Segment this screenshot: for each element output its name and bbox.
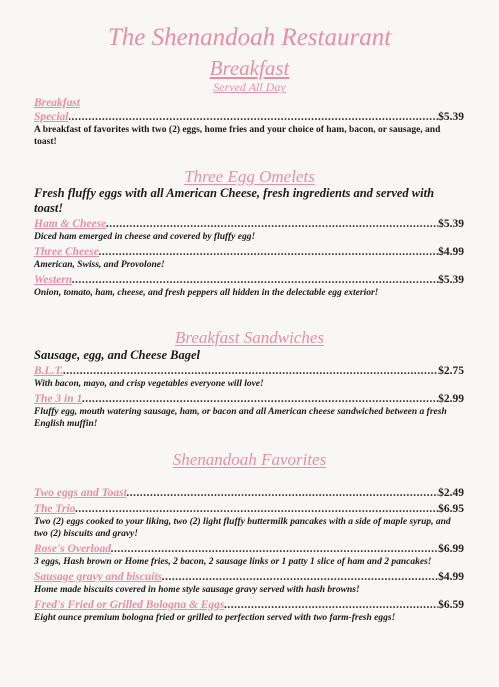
item-price: $4.99 xyxy=(438,571,464,583)
item-line xyxy=(34,245,464,259)
favorites-section xyxy=(34,486,464,624)
favorites-heading: Shenandoah Favorites xyxy=(172,450,327,469)
item-price: $4.99 xyxy=(438,246,464,258)
list-item xyxy=(34,502,464,540)
item-name: Special xyxy=(34,111,69,123)
item-line xyxy=(34,570,464,584)
item-name: Fred's Fried or Grilled Bologna & Eggs xyxy=(34,599,225,611)
item-line xyxy=(34,364,464,378)
item-line xyxy=(34,542,464,556)
list-item xyxy=(34,598,464,624)
list-item xyxy=(34,486,464,500)
leader-dots xyxy=(106,217,438,231)
list-item xyxy=(34,364,464,390)
item-line xyxy=(34,110,464,124)
breakfast-heading: Breakfast xyxy=(209,56,290,80)
item-description: Onion, tomato, ham, cheese, and fresh peppers all hidden in the delectable egg exterior! xyxy=(34,288,379,298)
list-item xyxy=(34,217,464,243)
leader-dots xyxy=(111,542,438,556)
item-line xyxy=(34,502,464,516)
item-name: The 3 in 1 xyxy=(34,393,83,405)
item-name: B.L.T. xyxy=(34,365,64,377)
item-name: Ham & Cheese xyxy=(34,218,107,230)
item-line xyxy=(34,392,464,406)
item-price: $5.39 xyxy=(438,218,464,230)
omelets-intro: Fresh fluffy eggs with all American Cheese, fresh ingredients and served with toast! xyxy=(34,186,435,215)
item-name: Sausage gravy and biscuits xyxy=(34,571,163,583)
item-price: $2.49 xyxy=(438,487,464,499)
item-description: Diced ham emerged in cheese and covered by fluffy egg! xyxy=(34,232,256,242)
item-description: Two (2) eggs cooked to your liking, two (2) light fluffy buttermilk pancakes with a side of maple syrup, and two (2) biscuits and gravy! xyxy=(34,517,451,539)
item-name: Rose's Overload xyxy=(34,543,111,555)
item-price: $2.75 xyxy=(438,365,464,377)
item-line xyxy=(34,217,464,231)
item-line xyxy=(34,486,464,500)
item-price: $6.99 xyxy=(438,543,464,555)
leader-dots xyxy=(127,486,438,500)
item-price: $5.39 xyxy=(438,111,464,123)
item-name: The Trio xyxy=(34,503,76,515)
leader-dots xyxy=(224,598,438,612)
item-description: Eight ounce premium bologna fried or grilled to perfection served with two farm-fresh eggs! xyxy=(34,613,396,623)
item-price: $5.39 xyxy=(438,274,464,286)
leader-dots xyxy=(82,392,438,406)
item-line xyxy=(34,598,464,612)
leader-dots xyxy=(69,110,439,124)
item-price: $2.99 xyxy=(438,393,464,405)
leader-dots xyxy=(99,245,438,259)
item-description: 3 eggs, Hash brown or Home fries, 2 bacon, 2 sausage links or 1 patty 1 slice of ham and 2 pancakes! xyxy=(34,557,432,567)
item-name-line1: Breakfast xyxy=(34,97,80,109)
sandwiches-intro: Sausage, egg, and Cheese Bagel xyxy=(34,348,200,362)
leader-dots xyxy=(75,502,438,516)
omelets-heading: Three Egg Omelets xyxy=(184,167,315,186)
restaurant-title: The Shenandoah Restaurant xyxy=(107,24,392,51)
leader-dots xyxy=(72,273,438,287)
item-description: American, Swiss, and Provolone! xyxy=(34,260,165,270)
list-item xyxy=(34,570,464,596)
breakfast-special-item xyxy=(34,96,464,148)
item-price: $6.95 xyxy=(438,503,464,515)
leader-dots xyxy=(162,570,438,584)
item-line xyxy=(34,273,464,287)
list-item xyxy=(34,392,464,430)
item-price: $6.59 xyxy=(438,599,464,611)
item-description: A breakfast of favorites with two (2) eggs, home fries and your choice of ham, bacon, or sausage, and toast! xyxy=(34,125,441,147)
item-name: Two eggs and Toast xyxy=(34,487,127,499)
served-all-day-note: Served All Day xyxy=(213,80,286,94)
leader-dots xyxy=(63,364,438,378)
omelets-section xyxy=(34,186,464,299)
sandwiches-section xyxy=(34,348,464,430)
list-item xyxy=(34,542,464,568)
list-item xyxy=(34,273,464,299)
list-item xyxy=(34,245,464,271)
sandwiches-heading: Breakfast Sandwiches xyxy=(174,328,325,347)
item-description: Fluffy egg, mouth watering sausage, ham, or bacon and all American cheese sandwiched between a fresh English muffin! xyxy=(34,407,447,429)
item-name: Three Cheese xyxy=(34,246,99,258)
item-name: Western xyxy=(34,274,73,286)
item-description: Home made biscuits covered in home style sausage gravy served with hash browns! xyxy=(34,585,360,595)
item-description: With bacon, mayo, and crisp vegetables everyone will love! xyxy=(34,379,264,389)
